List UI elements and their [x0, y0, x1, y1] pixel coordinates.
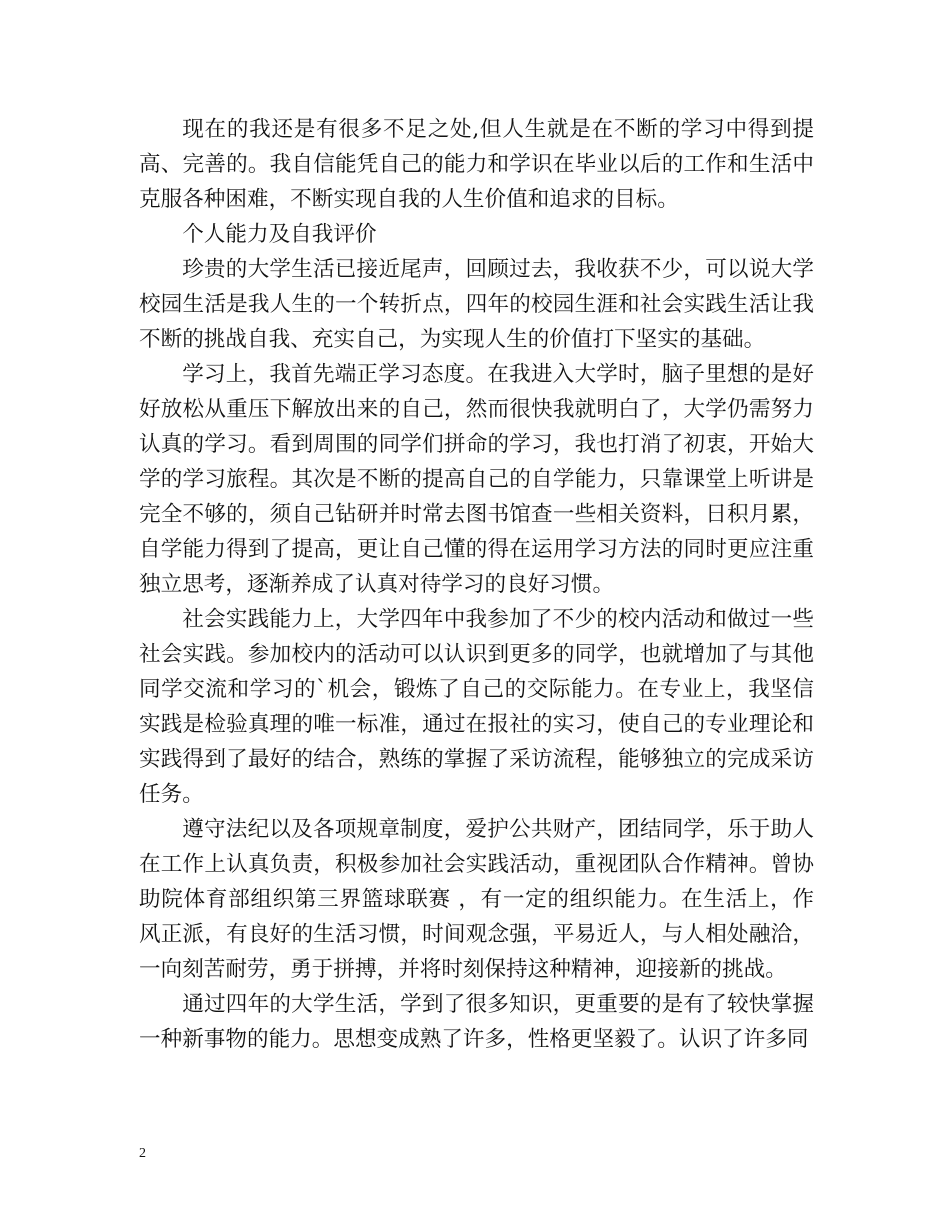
paragraph-social-practice: 社会实践能力上，大学四年中我参加了不少的校内活动和做过一些社会实践。参加校内的活动可以认识到更多的同学，也就增加了与其他同学交流和学习的`机会，锻炼了自己的交际能力。在专业上，我坚信实践是检验真理的唯一标准，通过在报社的实习，使自己的专业理论和实践得到了最好的结合，熟练的掌握了采访流程，能够独立的完成采访任务。 — [139, 607, 814, 807]
paragraph-discipline: 遵守法纪以及各项规章制度，爱护公共财产，团结同学，乐于助人在工作上认真负责，积极参加社会实践活动，重视团队合作精神。曾协助院体育部组织第三界篮球联赛 ，有一定的组织能力。在生活上，作风正派，有良好的生活习惯，时间观念强，平易近人，与人相处融洽，一向刻苦耐劳，勇于拼搏，并将时刻保持这种精神，迎接新的挑战。 — [139, 817, 814, 982]
paragraph-university-life: 珍贵的大学生活已接近尾声，回顾过去，我收获不少，可以说大学校园生活是我人生的一个转折点，四年的校园生涯和社会实践生活让我不断的挑战自我、充实自己，为实现人生的价值打下坚实的基础。 — [139, 257, 814, 352]
paragraph-four-years: 通过四年的大学生活，学到了很多知识，更重要的是有了较快掌握一种新事物的能力。思想变成熟了许多，性格更坚毅了。认识了许多同 — [139, 992, 814, 1052]
paragraph-study: 学习上，我首先端正学习态度。在我进入大学时，脑子里想的是好好放松从重压下解放出来的自己，然而很快我就明白了，大学仍需努力认真的学习。看到周围的同学们拼命的学习，我也打消了初衷，开始大学的学习旅程。其次是不断的提高自己的自学能力，只靠课堂上听讲是完全不够的，须自己钻研并时常去图书馆查一些相关资料，日积月累，自学能力得到了提高，更让自己懂的得在运用学习方法的同时更应注重独立思考，逐渐养成了认真对待学习的良好习惯。 — [139, 362, 814, 597]
page-number: 2 — [139, 1146, 146, 1161]
section-heading-self-evaluation: 个人能力及自我评价 — [182, 222, 377, 247]
paragraph-shortcomings: 现在的我还是有很多不足之处,但人生就是在不断的学习中得到提高、完善的。我自信能凭自己的能力和学识在毕业以后的工作和生活中克服各种困难，不断实现自我的人生价值和追求的目标。 — [139, 117, 814, 212]
document-body — [139, 112, 814, 1057]
